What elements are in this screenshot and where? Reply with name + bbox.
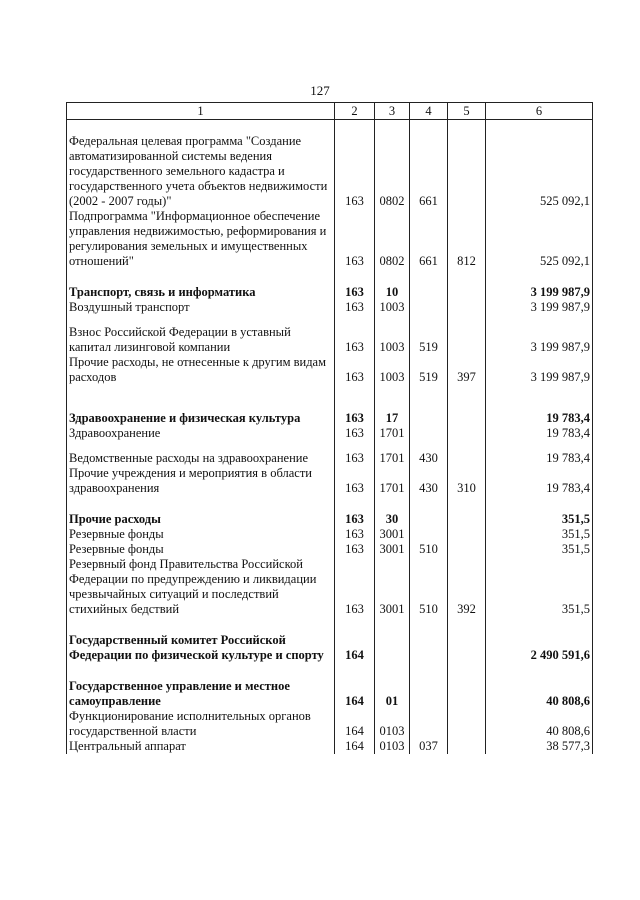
row-section-cell: 1003 <box>375 325 410 355</box>
row-amount-cell: 40 808,6 <box>486 709 593 739</box>
row-section-cell: 01 <box>375 679 410 709</box>
row-code-cell: 163 <box>335 542 375 557</box>
spacer-cell <box>448 663 486 679</box>
column-header-2: 2 <box>335 103 375 120</box>
row-expense-type-cell <box>448 739 486 754</box>
row-code-cell: 163 <box>335 134 375 209</box>
table-body <box>67 120 593 755</box>
table-row <box>67 355 593 385</box>
row-amount-cell: 3 199 987,9 <box>486 285 593 300</box>
spacer-cell <box>335 441 375 451</box>
row-code-cell: 164 <box>335 709 375 739</box>
row-name-cell: Воздушный транспорт <box>67 300 335 315</box>
row-section-cell: 3001 <box>375 557 410 617</box>
row-section-cell: 0103 <box>375 739 410 754</box>
row-target-article-cell: 510 <box>410 557 448 617</box>
row-name-cell: Прочие учреждения и мероприятия в области здравоохранения <box>67 466 335 496</box>
spacer-cell <box>335 120 375 135</box>
spacer-row <box>67 617 593 633</box>
row-section-cell: 1701 <box>375 466 410 496</box>
row-section-cell: 3001 <box>375 527 410 542</box>
row-name-cell: Подпрограмма "Информационное обеспечение управления недвижимостью, реформирования и регулирования земельных и имущественных отношений" <box>67 209 335 269</box>
spacer-cell <box>410 617 448 633</box>
spacer-cell <box>410 663 448 679</box>
row-code-cell: 163 <box>335 451 375 466</box>
row-target-article-cell <box>410 512 448 527</box>
row-code-cell: 163 <box>335 557 375 617</box>
spacer-cell <box>375 663 410 679</box>
spacer-cell <box>410 441 448 451</box>
row-expense-type-cell <box>448 527 486 542</box>
row-amount-cell: 351,5 <box>486 557 593 617</box>
row-name-cell: Федеральная целевая программа "Создание автоматизированной системы ведения государственного земельного кадастра и государственного учета объектов недвижимости (2002 - 2007 годы)" <box>67 134 335 209</box>
row-code-cell: 163 <box>335 466 375 496</box>
spacer-cell <box>486 120 593 135</box>
spacer-row <box>67 269 593 285</box>
row-section-cell: 3001 <box>375 542 410 557</box>
row-target-article-cell <box>410 709 448 739</box>
row-target-article-cell <box>410 285 448 300</box>
row-target-article-cell: 037 <box>410 739 448 754</box>
table-row <box>67 466 593 496</box>
spacer-cell <box>67 441 335 451</box>
row-amount-cell: 351,5 <box>486 542 593 557</box>
row-target-article-cell <box>410 411 448 426</box>
spacer-cell <box>375 441 410 451</box>
row-name-cell: Центральный аппарат <box>67 739 335 754</box>
column-header-3: 3 <box>375 103 410 120</box>
row-target-article-cell: 661 <box>410 134 448 209</box>
column-header-6: 6 <box>486 103 593 120</box>
row-amount-cell: 3 199 987,9 <box>486 325 593 355</box>
row-amount-cell: 19 783,4 <box>486 466 593 496</box>
row-section-cell: 0802 <box>375 134 410 209</box>
row-expense-type-cell <box>448 134 486 209</box>
spacer-cell <box>67 496 335 512</box>
spacer-cell <box>486 617 593 633</box>
spacer-row <box>67 496 593 512</box>
spacer-cell <box>375 385 410 411</box>
row-expense-type-cell <box>448 512 486 527</box>
row-target-article-cell: 519 <box>410 355 448 385</box>
row-target-article-cell: 661 <box>410 209 448 269</box>
row-amount-cell: 351,5 <box>486 527 593 542</box>
row-name-cell: Транспорт, связь и информатика <box>67 285 335 300</box>
row-expense-type-cell <box>448 542 486 557</box>
page-number: 127 <box>310 83 330 98</box>
spacer-row <box>67 315 593 325</box>
spacer-cell <box>486 496 593 512</box>
row-expense-type-cell: 310 <box>448 466 486 496</box>
row-expense-type-cell <box>448 679 486 709</box>
spacer-cell <box>410 269 448 285</box>
row-section-cell: 1701 <box>375 451 410 466</box>
row-target-article-cell: 430 <box>410 466 448 496</box>
row-target-article-cell <box>410 633 448 663</box>
row-section-cell: 0802 <box>375 209 410 269</box>
row-expense-type-cell: 397 <box>448 355 486 385</box>
spacer-cell <box>448 496 486 512</box>
spacer-cell <box>67 663 335 679</box>
row-expense-type-cell <box>448 426 486 441</box>
spacer-cell <box>375 315 410 325</box>
spacer-cell <box>486 315 593 325</box>
table-row <box>67 739 593 754</box>
spacer-cell <box>410 120 448 135</box>
row-code-cell: 163 <box>335 300 375 315</box>
row-amount-cell: 525 092,1 <box>486 209 593 269</box>
table-row <box>67 633 593 663</box>
spacer-cell <box>67 269 335 285</box>
row-code-cell: 164 <box>335 679 375 709</box>
row-section-cell: 0103 <box>375 709 410 739</box>
row-target-article-cell <box>410 527 448 542</box>
table-row <box>67 709 593 739</box>
row-name-cell: Прочие расходы, не отнесенные к другим видам расходов <box>67 355 335 385</box>
spacer-row <box>67 441 593 451</box>
row-amount-cell: 2 490 591,6 <box>486 633 593 663</box>
row-section-cell <box>375 633 410 663</box>
row-code-cell: 163 <box>335 355 375 385</box>
row-target-article-cell: 430 <box>410 451 448 466</box>
row-code-cell: 163 <box>335 527 375 542</box>
row-amount-cell: 19 783,4 <box>486 451 593 466</box>
table-row <box>67 209 593 269</box>
row-code-cell: 163 <box>335 411 375 426</box>
row-name-cell: Ведомственные расходы на здравоохранение <box>67 451 335 466</box>
spacer-cell <box>448 120 486 135</box>
row-amount-cell: 40 808,6 <box>486 679 593 709</box>
row-name-cell: Резервный фонд Правительства Российской Федерации по предупреждению и ликвидации чрезвычайных ситуаций и последствий стихийных бедствий <box>67 557 335 617</box>
spacer-cell <box>335 269 375 285</box>
spacer-cell <box>486 663 593 679</box>
row-amount-cell: 3 199 987,9 <box>486 300 593 315</box>
spacer-cell <box>335 617 375 633</box>
row-target-article-cell <box>410 426 448 441</box>
spacer-cell <box>67 385 335 411</box>
column-header-1: 1 <box>67 103 335 120</box>
row-target-article-cell <box>410 300 448 315</box>
row-amount-cell: 19 783,4 <box>486 411 593 426</box>
row-code-cell: 164 <box>335 633 375 663</box>
row-section-cell: 1003 <box>375 300 410 315</box>
spacer-cell <box>335 663 375 679</box>
spacer-cell <box>448 269 486 285</box>
spacer-cell <box>448 385 486 411</box>
spacer-cell <box>67 315 335 325</box>
spacer-cell <box>375 617 410 633</box>
budget-table <box>66 102 593 754</box>
row-section-cell: 1701 <box>375 426 410 441</box>
row-target-article-cell: 510 <box>410 542 448 557</box>
row-amount-cell: 19 783,4 <box>486 426 593 441</box>
table-row <box>67 300 593 315</box>
row-code-cell: 163 <box>335 285 375 300</box>
spacer-cell <box>67 617 335 633</box>
table-row <box>67 134 593 209</box>
row-expense-type-cell <box>448 633 486 663</box>
spacer-cell <box>410 385 448 411</box>
table-row <box>67 679 593 709</box>
row-amount-cell: 351,5 <box>486 512 593 527</box>
row-expense-type-cell <box>448 411 486 426</box>
spacer-cell <box>67 120 335 135</box>
spacer-cell <box>335 496 375 512</box>
row-section-cell: 1003 <box>375 355 410 385</box>
row-expense-type-cell <box>448 285 486 300</box>
row-name-cell: Резервные фонды <box>67 542 335 557</box>
spacer-row <box>67 120 593 135</box>
row-name-cell: Государственный комитет Российской Федерации по физической культуре и спорту <box>67 633 335 663</box>
table-row <box>67 451 593 466</box>
table-row <box>67 411 593 426</box>
spacer-cell <box>486 385 593 411</box>
table-row <box>67 527 593 542</box>
spacer-row <box>67 663 593 679</box>
spacer-cell <box>486 441 593 451</box>
spacer-cell <box>448 315 486 325</box>
row-target-article-cell: 519 <box>410 325 448 355</box>
table-row <box>67 285 593 300</box>
row-expense-type-cell <box>448 325 486 355</box>
row-expense-type-cell: 392 <box>448 557 486 617</box>
table-row <box>67 426 593 441</box>
row-section-cell: 17 <box>375 411 410 426</box>
row-name-cell: Функционирование исполнительных органов государственной власти <box>67 709 335 739</box>
column-header-5: 5 <box>448 103 486 120</box>
row-expense-type-cell <box>448 300 486 315</box>
spacer-cell <box>486 269 593 285</box>
row-expense-type-cell <box>448 709 486 739</box>
row-section-cell: 10 <box>375 285 410 300</box>
spacer-cell <box>375 269 410 285</box>
spacer-row <box>67 385 593 411</box>
row-amount-cell: 38 577,3 <box>486 739 593 754</box>
spacer-cell <box>410 496 448 512</box>
table-row <box>67 557 593 617</box>
table-row <box>67 325 593 355</box>
row-name-cell: Прочие расходы <box>67 512 335 527</box>
column-header-4: 4 <box>410 103 448 120</box>
row-code-cell: 163 <box>335 512 375 527</box>
row-expense-type-cell: 812 <box>448 209 486 269</box>
row-code-cell: 163 <box>335 209 375 269</box>
row-code-cell: 163 <box>335 426 375 441</box>
row-code-cell: 164 <box>335 739 375 754</box>
row-name-cell: Здравоохранение <box>67 426 335 441</box>
column-header-row <box>67 103 593 120</box>
spacer-cell <box>448 441 486 451</box>
row-code-cell: 163 <box>335 325 375 355</box>
row-amount-cell: 525 092,1 <box>486 134 593 209</box>
row-name-cell: Здравоохранение и физическая культура <box>67 411 335 426</box>
row-name-cell: Государственное управление и местное самоуправление <box>67 679 335 709</box>
table-row <box>67 542 593 557</box>
spacer-cell <box>375 496 410 512</box>
row-section-cell: 30 <box>375 512 410 527</box>
spacer-cell <box>410 315 448 325</box>
row-name-cell: Взнос Российской Федерации в уставный капитал лизинговой компании <box>67 325 335 355</box>
spacer-cell <box>335 385 375 411</box>
row-name-cell: Резервные фонды <box>67 527 335 542</box>
spacer-cell <box>448 617 486 633</box>
spacer-cell <box>335 315 375 325</box>
spacer-cell <box>375 120 410 135</box>
row-amount-cell: 3 199 987,9 <box>486 355 593 385</box>
table-row <box>67 512 593 527</box>
row-target-article-cell <box>410 679 448 709</box>
row-expense-type-cell <box>448 451 486 466</box>
